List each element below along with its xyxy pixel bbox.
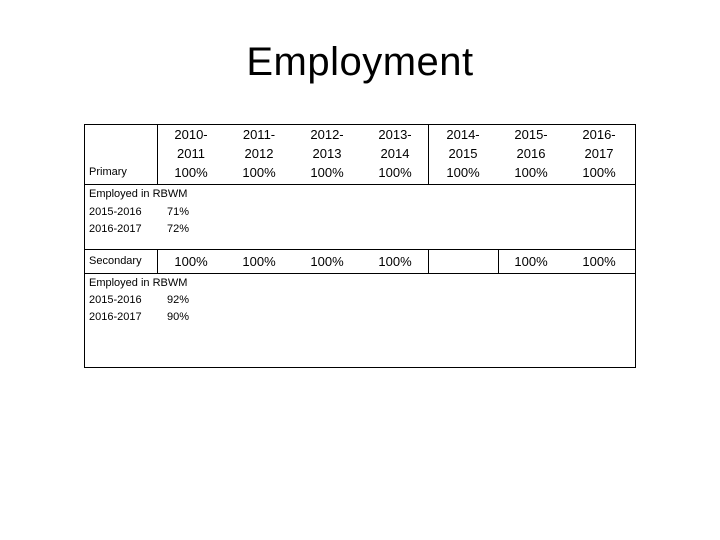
primary-employed-value: 72% xyxy=(167,223,190,235)
secondary-label: Secondary xyxy=(89,255,142,267)
primary-value: 100% xyxy=(310,165,344,180)
secondary-employed-period: 2016-2017 xyxy=(89,311,142,323)
secondary-value: 100% xyxy=(582,254,616,269)
secondary-value: 100% xyxy=(310,254,344,269)
secondary-value: 100% xyxy=(174,254,208,269)
year-header: 2010- 2011 xyxy=(174,127,208,161)
secondary-employed-value: 92% xyxy=(167,294,190,306)
primary-value: 100% xyxy=(378,165,412,180)
secondary-value: 100% xyxy=(242,254,276,269)
primary-value: 100% xyxy=(446,165,480,180)
year-header: 2016- 2017 xyxy=(582,127,616,161)
page-title: Employment xyxy=(246,40,474,84)
primary-employed-period: 2015-2016 xyxy=(89,206,142,218)
year-header: 2013- 2014 xyxy=(378,127,412,161)
primary-label: Primary xyxy=(89,166,127,178)
primary-employed-period: 2016-2017 xyxy=(89,223,142,235)
row-divider xyxy=(85,249,635,250)
primary-employed-heading: Employed in RBWM xyxy=(89,188,188,200)
secondary-employed-heading: Employed in RBWM xyxy=(89,277,188,289)
secondary-value: 100% xyxy=(378,254,412,269)
year-header: 2014- 2015 xyxy=(446,127,480,161)
secondary-employed-period: 2015-2016 xyxy=(89,294,142,306)
primary-employed-value: 71% xyxy=(167,206,190,218)
secondary-value: 100% xyxy=(514,254,548,269)
year-header: 2015- 2016 xyxy=(514,127,548,161)
primary-value: 100% xyxy=(582,165,616,180)
secondary-employed-value: 90% xyxy=(167,311,190,323)
year-header: 2012- 2013 xyxy=(310,127,344,161)
primary-value: 100% xyxy=(514,165,548,180)
primary-value: 100% xyxy=(242,165,276,180)
employment-table xyxy=(84,124,636,368)
year-header: 2011- 2012 xyxy=(242,127,276,161)
primary-value: 100% xyxy=(174,165,208,180)
